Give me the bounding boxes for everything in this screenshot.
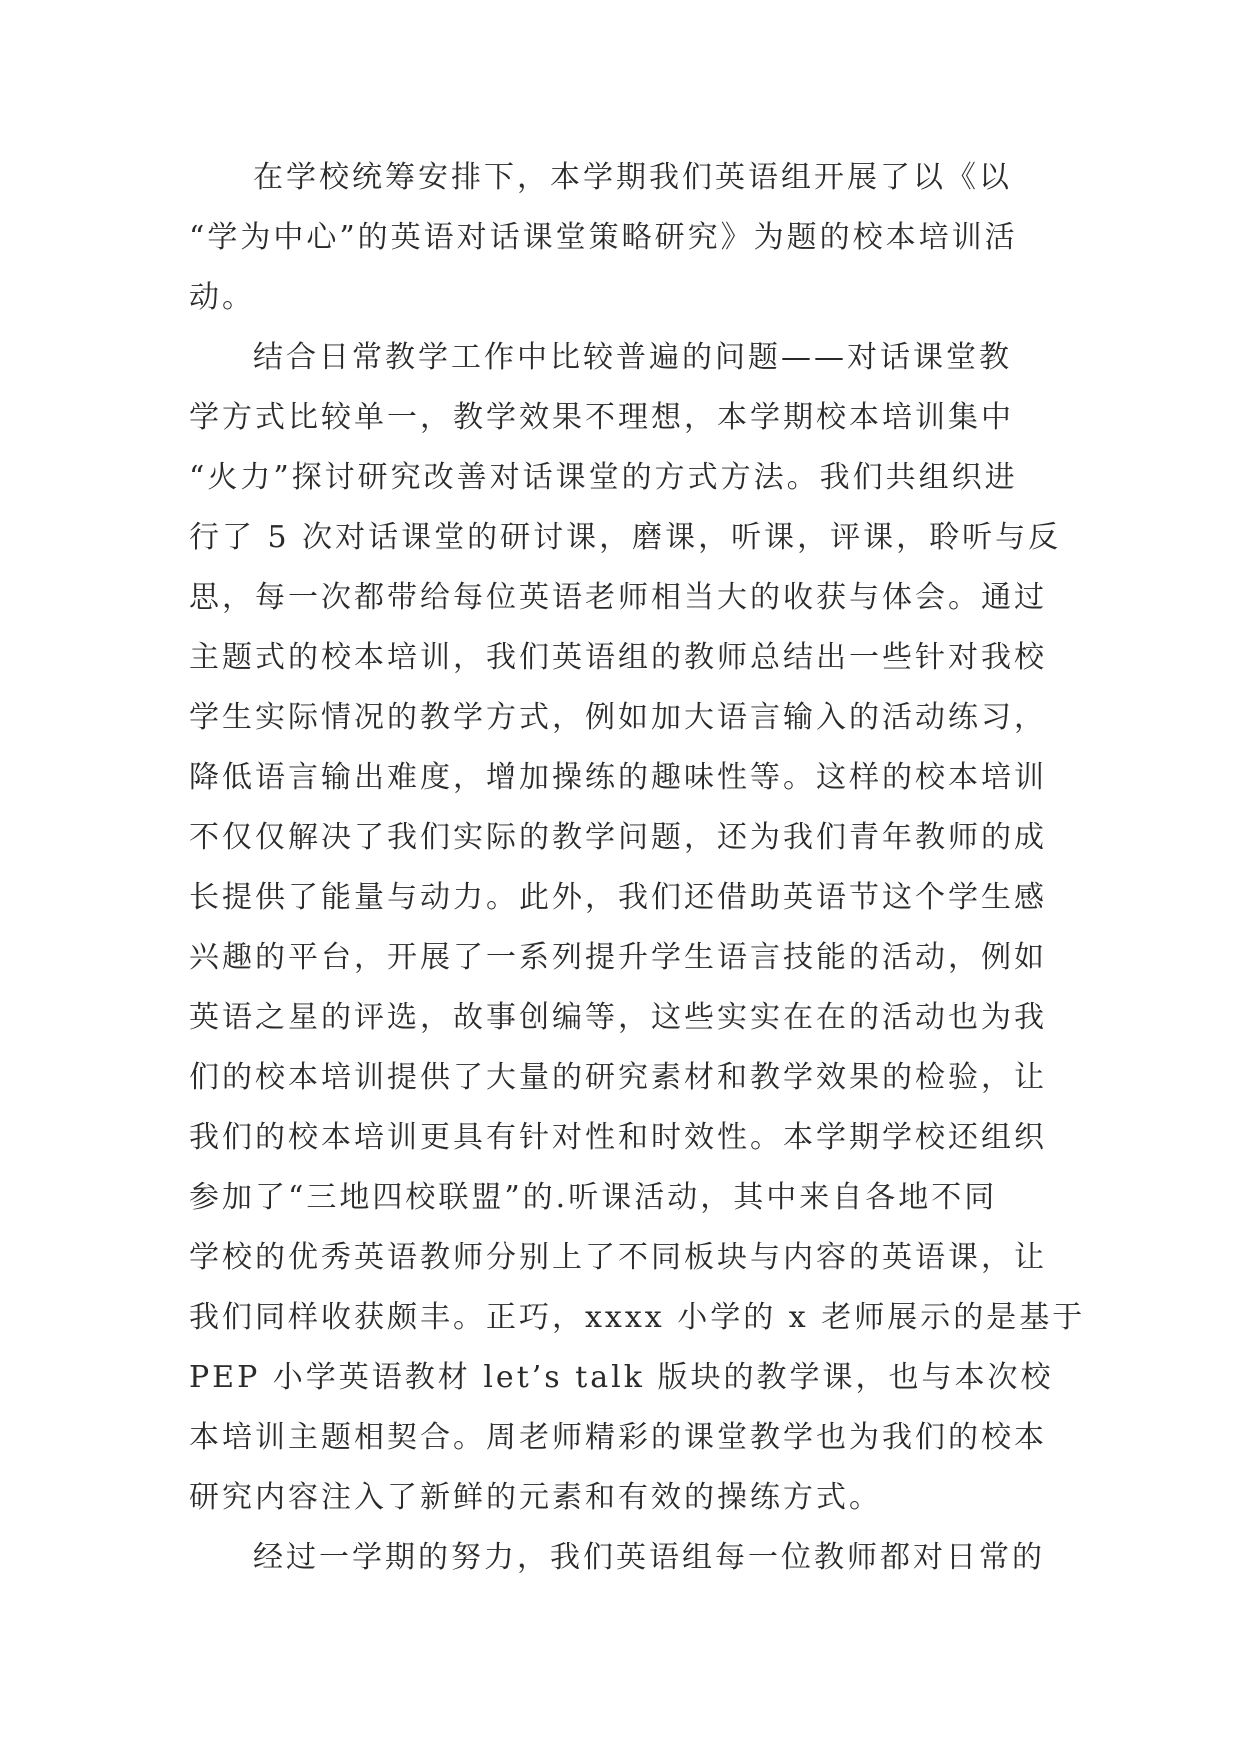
text-line: 学生实际情况的教学方式，例如加大语言输入的活动练习，: [189, 700, 1047, 735]
text-line: 学方式比较单一，教学效果不理想，本学期校本培训集中: [189, 400, 1014, 435]
text-line: 经过一学期的努力，我们英语组每一位教师都对日常的: [253, 1540, 1045, 1575]
text-line: 结合日常教学工作中比较普遍的问题——对话课堂教: [253, 340, 1012, 375]
text-line: 参加了“三地四校联盟”的.听课活动，其中来自各地不同: [189, 1180, 998, 1215]
text-line: 降低语言输出难度，增加操练的趣味性等。这样的校本培训: [189, 760, 1047, 795]
text-line: 我们同样收获颇丰。正巧，xxxx 小学的 x 老师展示的是基于: [189, 1300, 1086, 1335]
paragraph-2: [189, 328, 1086, 1528]
text-line: PEP 小学英语教材 let’s talk 版块的教学课，也与本次校: [189, 1360, 1054, 1395]
text-line: 研究内容注入了新鲜的元素和有效的操练方式。: [189, 1480, 882, 1515]
text-line: 本培训主题相契合。周老师精彩的课堂教学也为我们的校本: [189, 1420, 1047, 1455]
text-line: 兴趣的平台，开展了一系列提升学生语言技能的活动，例如: [189, 940, 1047, 975]
paragraph-1: [189, 148, 1059, 328]
text-line: 行了 5 次对话课堂的研讨课，磨课，听课，评课，聆听与反: [189, 520, 1062, 555]
text-line: 动。: [189, 280, 255, 315]
text-line: “学为中心”的英语对话课堂策略研究》为题的校本培训活: [189, 220, 1018, 255]
text-line: 学校的优秀英语教师分别上了不同板块与内容的英语课，让: [189, 1240, 1047, 1275]
text-line: 主题式的校本培训，我们英语组的教师总结出一些针对我校: [189, 640, 1047, 675]
text-line: 不仅仅解决了我们实际的教学问题，还为我们青年教师的成: [189, 820, 1047, 855]
text-line: 英语之星的评选，故事创编等，这些实实在在的活动也为我: [189, 1000, 1047, 1035]
text-line: “火力”探讨研究改善对话课堂的方式方法。我们共组织进: [189, 460, 1018, 495]
paragraph-3: [189, 1528, 1059, 1588]
text-line: 我们的校本培训更具有针对性和时效性。本学期学校还组织: [189, 1120, 1047, 1155]
text-line: 思，每一次都带给每位英语老师相当大的收获与体会。通过: [189, 580, 1047, 615]
text-line: 长提供了能量与动力。此外，我们还借助英语节这个学生感: [189, 880, 1047, 915]
text-line: 们的校本培训提供了大量的研究素材和教学效果的检验，让: [189, 1060, 1047, 1095]
document-body: [189, 148, 1086, 1588]
text-line: 在学校统筹安排下，本学期我们英语组开展了以《以: [253, 160, 1012, 195]
